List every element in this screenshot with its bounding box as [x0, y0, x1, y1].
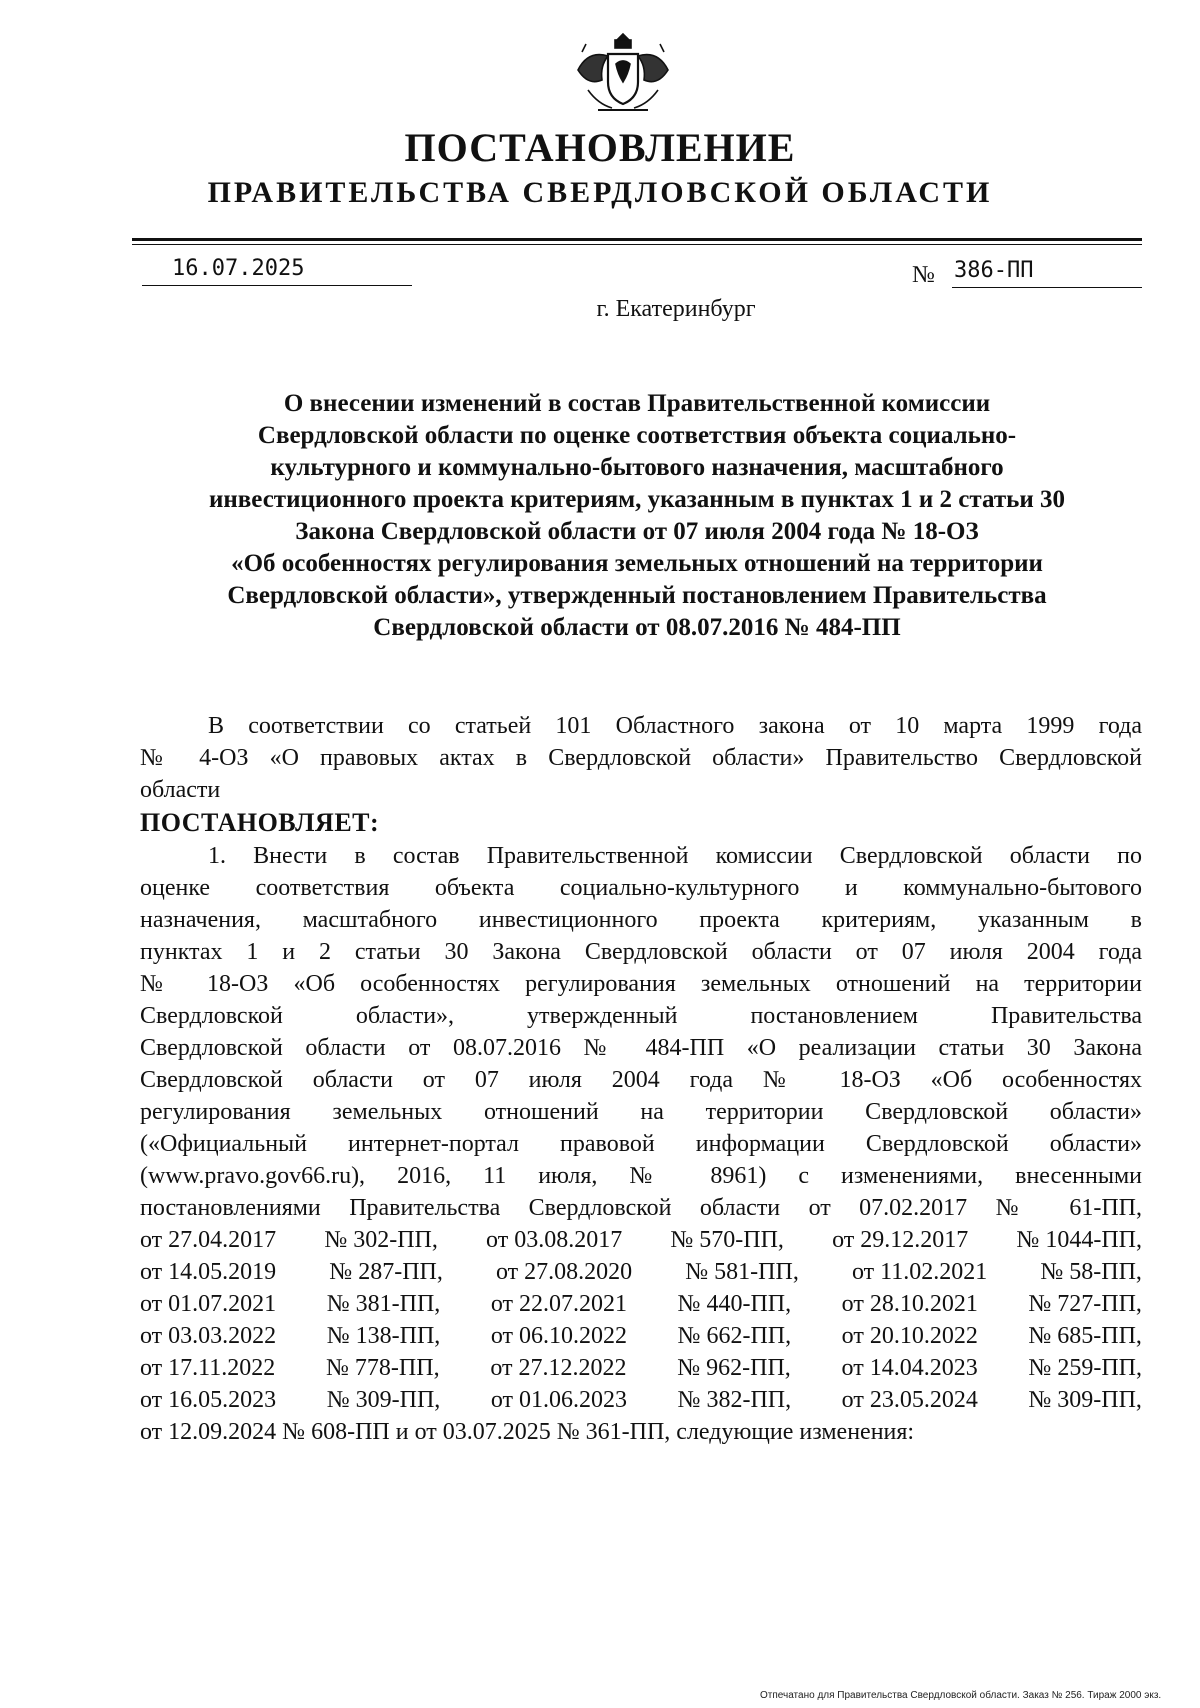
preamble-line: В соответствии со статьей 101 Областного закона от 10 марта 1999 года	[208, 713, 1142, 739]
heading-line: О внесении изменений в состав Правительственной комиссии	[283, 390, 991, 417]
amendment-date: от 01.07.2021	[140, 1291, 277, 1317]
amendment-date: от 14.05.2019	[140, 1259, 277, 1285]
amendment-date: от 27.04.2017	[140, 1227, 277, 1253]
number-sign: №	[912, 262, 935, 288]
item-line: (www.pravo.gov66.ru), 2016, 11 июля, № 8961) с изменениями, внесенными	[140, 1163, 1142, 1189]
amendments-row	[140, 1288, 1142, 1320]
document-city: г. Екатеринбург	[596, 296, 756, 322]
item-line: 1. Внести в состав Правительственной комиссии Свердловской области по	[208, 843, 1142, 869]
item-line: регулирования земельных отношений на территории Свердловской области»	[140, 1099, 1142, 1125]
amendment-date: от 06.10.2022	[490, 1323, 627, 1349]
coat-of-arms-emblem	[568, 30, 678, 120]
amendment-number: № 570-ПП,	[670, 1227, 784, 1253]
amendment-number: № 58-ПП,	[1040, 1259, 1142, 1285]
amendment-number: № 962-ПП,	[677, 1355, 791, 1381]
item-line: № 18-ОЗ «Об особенностях регулирования земельных отношений на территории	[140, 971, 1142, 997]
document-date: 16.07.2025	[142, 256, 412, 286]
document-subtitle: ПРАВИТЕЛЬСТВА СВЕРДЛОВСКОЙ ОБЛАСТИ	[207, 176, 993, 209]
amendment-number: № 302-ПП,	[324, 1227, 438, 1253]
item-line: Свердловской области от 07 июля 2004 года № 18-ОЗ «Об особенностях	[140, 1067, 1142, 1093]
amendment-number: № 259-ПП,	[1028, 1355, 1142, 1381]
amendment-date: от 11.02.2021	[851, 1259, 988, 1285]
heading-line: «Об особенностях регулирования земельных отношений на территории	[231, 550, 1043, 577]
decree-word: ПОСТАНОВЛЯЕТ:	[140, 808, 380, 837]
item-line: Свердловской области», утвержденный постановлением Правительства	[140, 1003, 1142, 1029]
amendment-number: № 138-ПП,	[326, 1323, 441, 1349]
preamble-line: области	[140, 777, 221, 803]
document-heading	[132, 388, 1142, 644]
amendment-date: от 03.08.2017	[486, 1227, 623, 1253]
amendment-date: от 29.12.2017	[832, 1227, 969, 1253]
item-line: Свердловской области от 08.07.2016 № 484-ПП «О реализации статьи 30 Закона	[140, 1035, 1142, 1061]
final-line: от 12.09.2024 № 608-ПП и от 03.07.2025 № 361-ПП, следующие изменения:	[140, 1419, 915, 1445]
amendment-number: № 727-ПП,	[1028, 1291, 1142, 1317]
amendments-row	[140, 1352, 1142, 1384]
amendment-date: от 16.05.2023	[140, 1387, 277, 1413]
amendments-row	[140, 1384, 1142, 1416]
amendment-number: № 382-ПП,	[677, 1387, 792, 1413]
amendment-number: № 581-ПП,	[685, 1259, 799, 1285]
item-line: назначения, масштабного инвестиционного проекта критериям, указанным в	[140, 907, 1142, 933]
amendment-number: № 287-ПП,	[329, 1259, 443, 1285]
amendment-number: № 778-ПП,	[326, 1355, 440, 1381]
preamble-line: № 4-ОЗ «О правовых актах в Свердловской области» Правительство Свердловской	[140, 745, 1142, 771]
amendment-date: от 22.07.2021	[490, 1291, 627, 1317]
heading-line: Свердловской области от 08.07.2016 № 484-ПП	[373, 614, 901, 641]
amendment-number: № 381-ПП,	[326, 1291, 441, 1317]
amendment-number: № 662-ПП,	[677, 1323, 792, 1349]
amendment-number: № 309-ПП,	[326, 1387, 441, 1413]
item-line: пунктах 1 и 2 статьи 30 Закона Свердловской области от 07 июля 2004 года	[140, 939, 1142, 965]
document-title: ПОСТАНОВЛЕНИЕ	[404, 125, 796, 170]
amendment-date: от 27.12.2022	[490, 1355, 627, 1381]
heading-line: Закона Свердловской области от 07 июля 2004 года № 18-ОЗ	[295, 518, 979, 545]
document-number: 386-ПП	[952, 258, 1142, 288]
amendment-date: от 23.05.2024	[841, 1387, 978, 1413]
amendment-number: № 1044-ПП,	[1016, 1227, 1142, 1253]
amendments-row	[140, 1256, 1142, 1288]
document-body	[140, 710, 1142, 1448]
amendment-number: № 309-ПП,	[1028, 1387, 1142, 1413]
heading-line: культурного и коммунально-бытового назначения, масштабного	[270, 454, 1004, 481]
amendment-date: от 20.10.2022	[841, 1323, 978, 1349]
item-line: оценке соответствия объекта социально-культурного и коммунально-бытового	[140, 875, 1142, 901]
heading-line: инвестиционного проекта критериям, указанным в пунктах 1 и 2 статьи 30	[208, 486, 1065, 513]
amendment-date: от 14.04.2023	[841, 1355, 978, 1381]
amendment-number: № 685-ПП,	[1028, 1323, 1142, 1349]
header-divider-thick	[132, 238, 1142, 241]
heading-line: Свердловской области», утвержденный постановлением Правительства	[227, 582, 1047, 609]
amendment-date: от 17.11.2022	[140, 1355, 276, 1381]
amendment-date: от 28.10.2021	[841, 1291, 978, 1317]
heading-line: Свердловской области по оценке соответствия объекта социально-	[257, 422, 1017, 449]
amendment-date: от 03.03.2022	[140, 1323, 277, 1349]
header-divider-thin	[132, 244, 1142, 245]
item-line: («Официальный интернет-портал правовой информации Свердловской области»	[140, 1131, 1142, 1157]
print-footer: Отпечатано для Правительства Свердловской области. Заказ № 256. Тираж 2000 экз.	[760, 1690, 1162, 1701]
amendments-row	[140, 1224, 1142, 1256]
amendments-row	[140, 1320, 1142, 1352]
amendment-number: № 440-ПП,	[677, 1291, 792, 1317]
amendment-date: от 01.06.2023	[490, 1387, 627, 1413]
item-line: постановлениями Правительства Свердловской области от 07.02.2017 № 61-ПП,	[140, 1195, 1142, 1221]
amendment-date: от 27.08.2020	[495, 1259, 633, 1285]
